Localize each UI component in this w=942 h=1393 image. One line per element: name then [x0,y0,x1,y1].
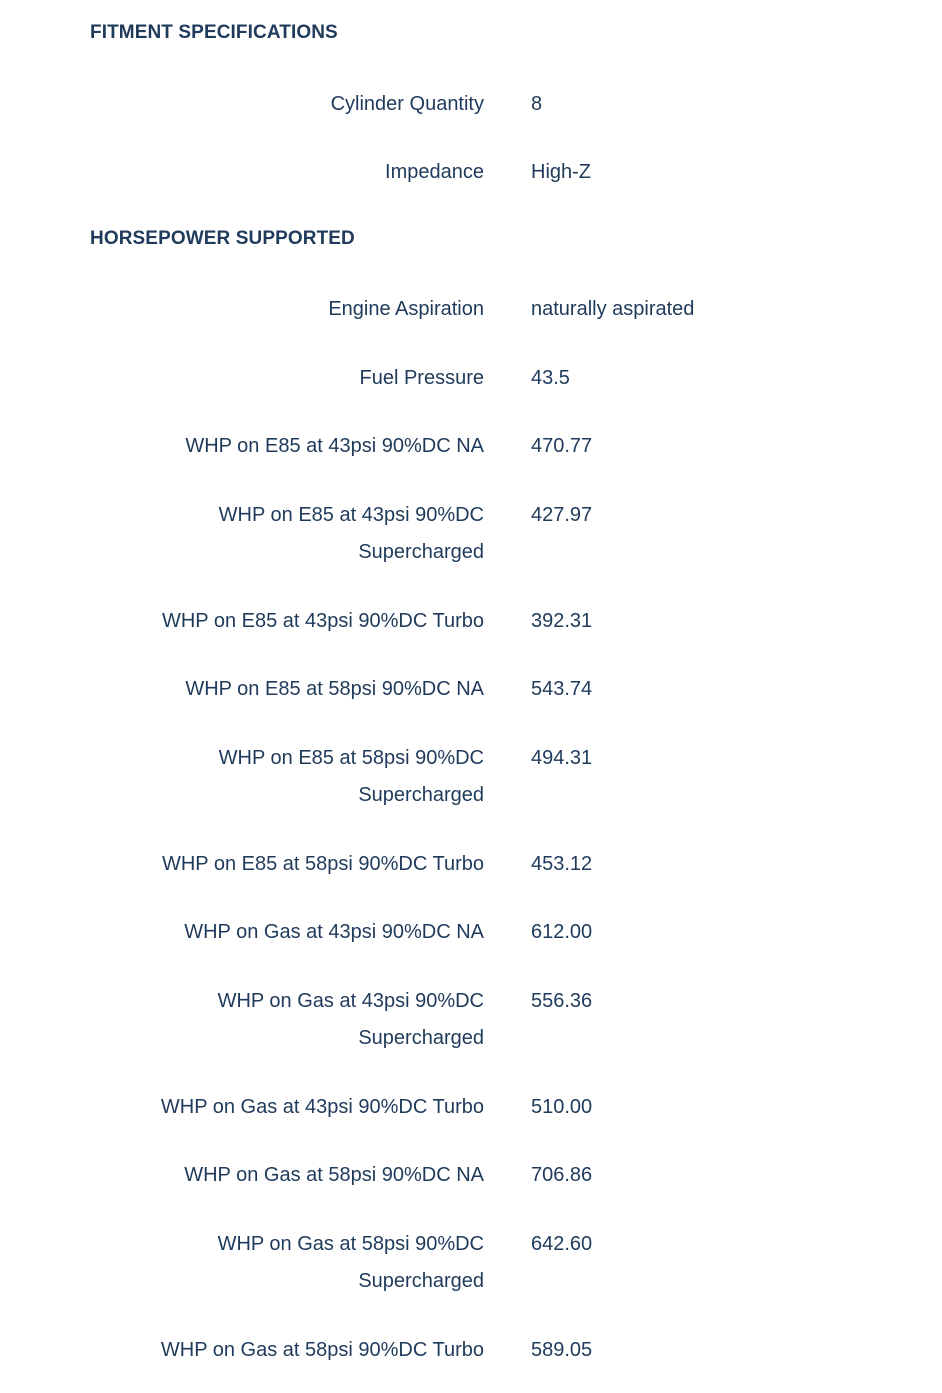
spec-label: WHP on E85 at 43psi 90%DC NA [185,435,484,457]
spec-value: naturally aspirated [531,298,695,320]
spec-label: WHP on Gas at 58psi 90%DC Turbo [160,1339,484,1361]
spec-value: 8 [531,93,543,115]
spec-label: Cylinder Quantity [330,93,484,115]
spec-value: 543.74 [531,678,593,700]
spec-value: 556.36 [531,990,593,1012]
spec-label: WHP on E85 at 58psi 90%DC NA [185,678,484,700]
spec-label: WHP on E85 at 43psi 90%DC Supercharged [218,504,484,563]
spec-value: 589.05 [531,1339,593,1361]
spec-label: WHP on Gas at 43psi 90%DC Turbo [160,1096,484,1118]
spec-label: WHP on Gas at 43psi 90%DC NA [184,921,484,943]
spec-label: Fuel Pressure [359,367,484,389]
spec-value: 392.31 [531,610,593,632]
spec-value: 453.12 [531,853,593,875]
spec-value: 494.31 [531,747,593,769]
spec-label: WHP on E85 at 58psi 90%DC Turbo [161,853,484,875]
spec-value: 706.86 [531,1164,593,1186]
spec-value: 612.00 [531,921,593,943]
spec-value: 427.97 [531,504,593,526]
spec-label: Impedance [385,161,484,183]
horsepower-section-title: HORSEPOWER SUPPORTED [90,228,355,249]
spec-value: High-Z [531,161,592,183]
spec-label: WHP on E85 at 58psi 90%DC Supercharged [218,747,484,806]
spec-label: WHP on Gas at 58psi 90%DC Supercharged [217,1233,484,1292]
spec-value: 43.5 [531,367,570,389]
spec-label: WHP on Gas at 58psi 90%DC NA [184,1164,484,1186]
spec-value: 470.77 [531,435,593,457]
spec-label: WHP on E85 at 43psi 90%DC Turbo [161,610,484,632]
spec-label: WHP on Gas at 43psi 90%DC Supercharged [217,990,484,1049]
spec-label: Engine Aspiration [328,298,484,320]
spec-value: 642.60 [531,1233,593,1255]
spec-value: 510.00 [531,1096,593,1118]
fitment-section-title: FITMENT SPECIFICATIONS [90,22,338,43]
